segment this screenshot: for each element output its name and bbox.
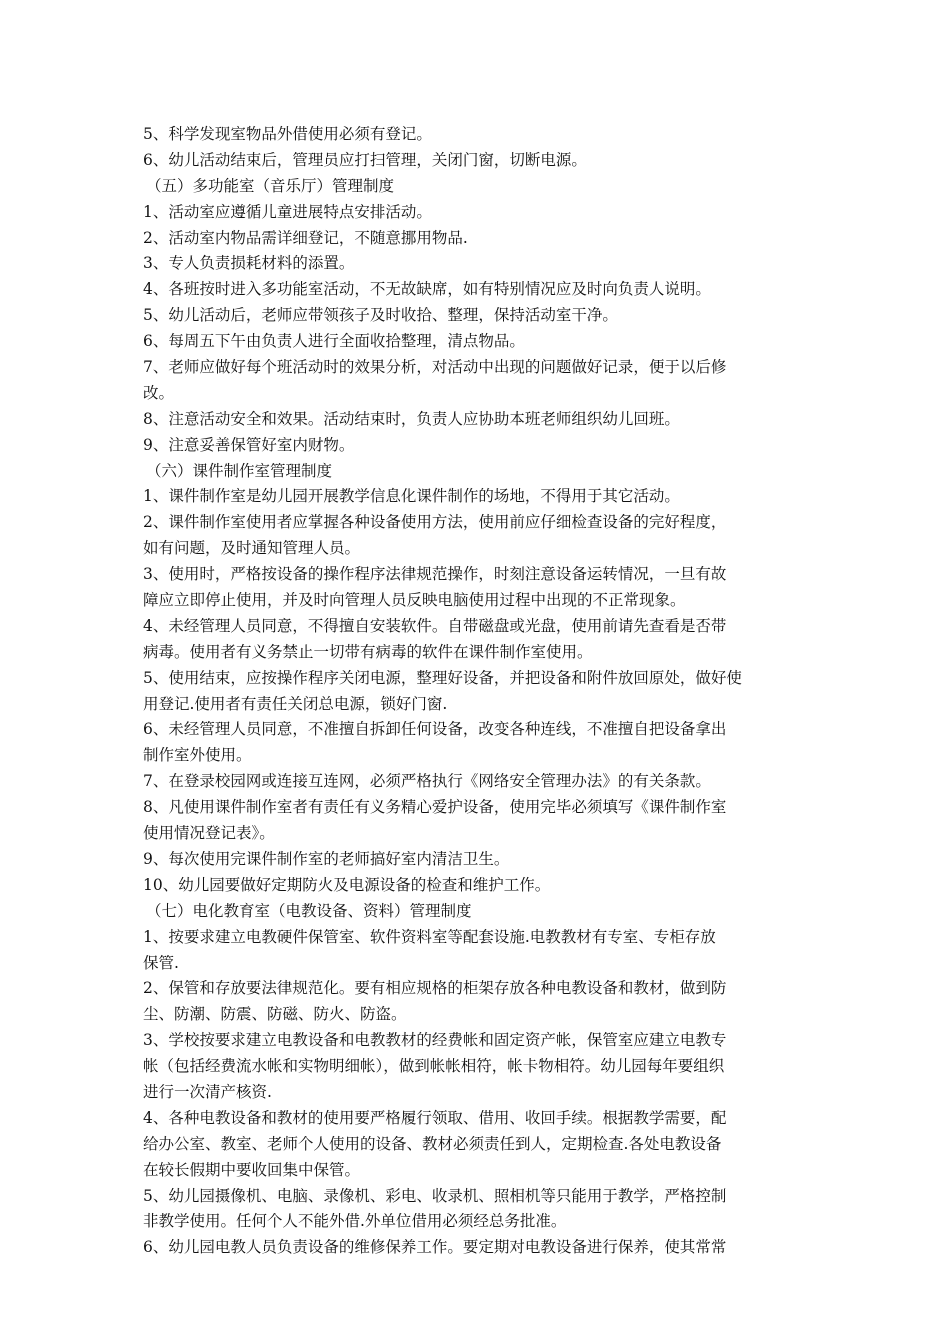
document-body: [143, 122, 808, 1261]
text-line: 8、注意活动安全和效果。活动结束时，负责人应协助本班老师组织幼儿回班。: [143, 409, 680, 428]
text-line: 6、幼儿活动结束后，管理员应打扫管理，关闭门窗，切断电源。: [143, 150, 587, 169]
text-line: 5、幼儿园摄像机、电脑、录像机、彩电、收录机、照相机等只能用于教学，严格控制: [143, 1186, 727, 1205]
text-line: 在较长假期中要收回集中保管。: [143, 1160, 361, 1179]
text-line: 5、幼儿活动后，老师应带领孩子及时收拾、整理，保持活动室干净。: [143, 306, 618, 325]
text-line: 帐（包括经费流水帐和实物明细帐），做到帐帐相符，帐卡物相符。幼儿园每年要组织: [143, 1057, 725, 1076]
text-line: 6、未经管理人员同意，不准擅自拆卸任何设备，改变各种连线，不准擅自把设备拿出: [143, 720, 727, 739]
text-line: 6、每周五下午由负责人进行全面收拾整理，清点物品。: [143, 332, 525, 351]
text-line: 5、科学发现室物品外借使用必须有登记。: [143, 125, 432, 143]
text-line: 3、学校按要求建立电教设备和电教教材的经费帐和固定资产帐，保管室应建立电教专: [143, 1031, 727, 1050]
section-heading: （六）课件制作室管理制度: [146, 461, 333, 480]
text-line: 病毒。使用者有义务禁止一切带有病毒的软件在课件制作室使用。: [143, 642, 593, 661]
text-line: 7、在登录校园网或连接互连网，必须严格执行《网络安全管理办法》的有关条款。: [143, 772, 711, 791]
text-line: 尘、防潮、防震、防磁、防火、防盗。: [143, 1005, 407, 1024]
text-line: 1、课件制作室是幼儿园开展教学信息化课件制作的场地，不得用于其它活动。: [143, 487, 680, 506]
text-line: 非教学使用。任何个人不能外借.外单位借用必须经总务批准。: [143, 1212, 567, 1231]
text-line: 9、注意妥善保管好室内财物。: [143, 435, 355, 454]
text-line: 改。: [143, 383, 175, 402]
text-line: 2、保管和存放要法律规范化。要有相应规格的柜架存放各种电教设备和教材，做到防: [143, 979, 727, 998]
text-line: 使用情况登记表》。: [143, 824, 275, 843]
text-line: 5、使用结束，应按操作程序关闭电源，整理好设备，并把设备和附件放回原处，做好使: [143, 668, 742, 687]
text-line: 障应立即停止使用，并及时向管理人员反映电脑使用过程中出现的不正常现象。: [143, 591, 686, 610]
text-line: 2、课件制作室使用者应掌握各种设备使用方法，使用前应仔细检查设备的完好程度，: [143, 513, 727, 532]
text-line: 1、活动室应遵循儿童进展特点安排活动。: [143, 202, 432, 221]
text-line: 如有问题，及时通知管理人员。: [143, 539, 361, 558]
text-line: 4、未经管理人员同意，不得擅自安装软件。自带磁盘或光盘，使用前请先查看是否带: [143, 616, 727, 635]
text-line: 8、凡使用课件制作室者有责任有义务精心爱护设备，使用完毕必须填写《课件制作室: [143, 798, 727, 817]
text-line: 用登记.使用者有责任关闭总电源，锁好门窗.: [143, 694, 448, 713]
text-line: 10、幼儿园要做好定期防火及电源设备的检查和维护工作。: [143, 875, 551, 894]
text-line: 2、活动室内物品需详细登记，不随意挪用物品.: [143, 228, 468, 247]
text-line: 7、老师应做好每个班活动时的效果分析，对活动中出现的问题做好记录，便于以后修: [143, 358, 727, 377]
section-heading: （七）电化教育室（电教设备、资料）管理制度: [146, 901, 472, 920]
text-line: 9、每次使用完课件制作室的老师搞好室内清洁卫生。: [143, 849, 510, 868]
text-line: 1、按要求建立电教硬件保管室、软件资料室等配套设施.电教教材有专室、专柜存放: [143, 927, 716, 946]
text-line: 3、使用时，严格按设备的操作程序法律规范操作，时刻注意设备运转情况，一旦有故: [143, 565, 727, 584]
text-line: 4、各班按时进入多功能室活动，不无故缺席，如有特别情况应及时向负责人说明。: [143, 280, 711, 299]
section-heading: （五）多功能室（音乐厅）管理制度: [146, 176, 395, 195]
text-line: 3、专人负责损耗材料的添置。: [143, 254, 355, 273]
text-line: 进行一次清产核资.: [143, 1082, 272, 1101]
text-line: 制作室外使用。: [143, 746, 252, 765]
text-line: 给办公室、教室、老师个人使用的设备、教材必须责任到人，定期检查.各处电教设备: [143, 1134, 722, 1153]
text-line: 6、幼儿园电教人员负责设备的维修保养工作。要定期对电教设备进行保养，使其常常: [143, 1238, 727, 1257]
text-line: 保管.: [143, 953, 179, 972]
text-line: 4、各种电教设备和教材的使用要严格履行领取、借用、收回手续。根据教学需要，配: [143, 1108, 727, 1127]
